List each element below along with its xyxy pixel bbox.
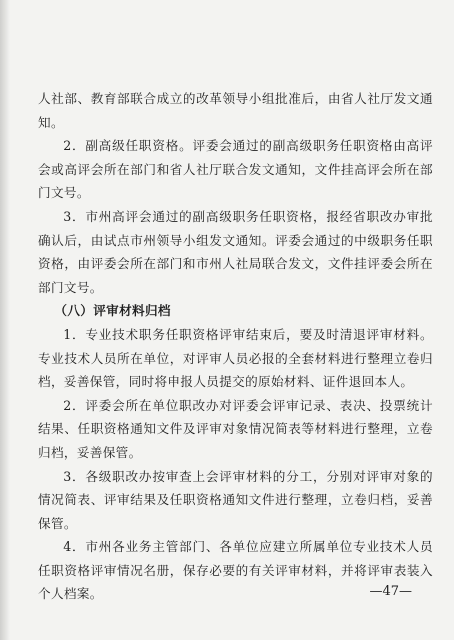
page-number: —47— — [369, 584, 412, 599]
paragraph-continuation: 人社部、教育部联合成立的改革领导小组批准后，由省人社厅发文通知。 — [38, 91, 433, 130]
section-heading-archiving: （八）评审材料归档 — [54, 303, 171, 319]
page-edge-shadow — [0, 0, 10, 640]
list-item-archiving-2: 2．评委会所在单位职改办对评委会评审记录、表决、投票统计结果、任职资格通知文件及评审对象情况简表等材料进行整理，立卷归档，妥善保管。 — [38, 397, 433, 460]
list-item-archiving-1: 1．专业技术职务任职资格评审结束后，要及时清退评审材料。专业技术人员所在单位，对评审人员必报的全套材料进行整理立卷归档，妥善保管，同时将申报人员提交的原始材料、证件退回本人。 — [38, 326, 433, 390]
document-body — [38, 87, 433, 606]
paragraph-deputy-senior-qualification: 2．副高级任职资格。评委会通过的副高级职务任职资格由高评会或高评会所在部门和省人社厅联合发文通知，文件挂高评会所在部门文号。 — [38, 138, 433, 201]
list-item-archiving-3: 3．各级职改办按审查上会评审材料的分工，分别对评审对象的情况简表、评审结果及任职资格通知文件进行整理，立卷归档，妥善保管。 — [38, 468, 433, 531]
paragraph-city-review-committee: 3．市州高评会通过的副高级职务任职资格，报经省职改办审批确认后，由试点市州领导小组发文通知。评委会通过的中级职务任职资格，由评委会所在部门和市州人社局联合发文，文件挂评委会所在部门文号。 — [38, 208, 433, 295]
list-item-archiving-4: 4．市州各业务主管部门、各单位应建立所属单位专业技术人员任职资格评审情况名册，保存必要的有关评审材料，并将评审表装入个人档案。 — [38, 539, 433, 602]
